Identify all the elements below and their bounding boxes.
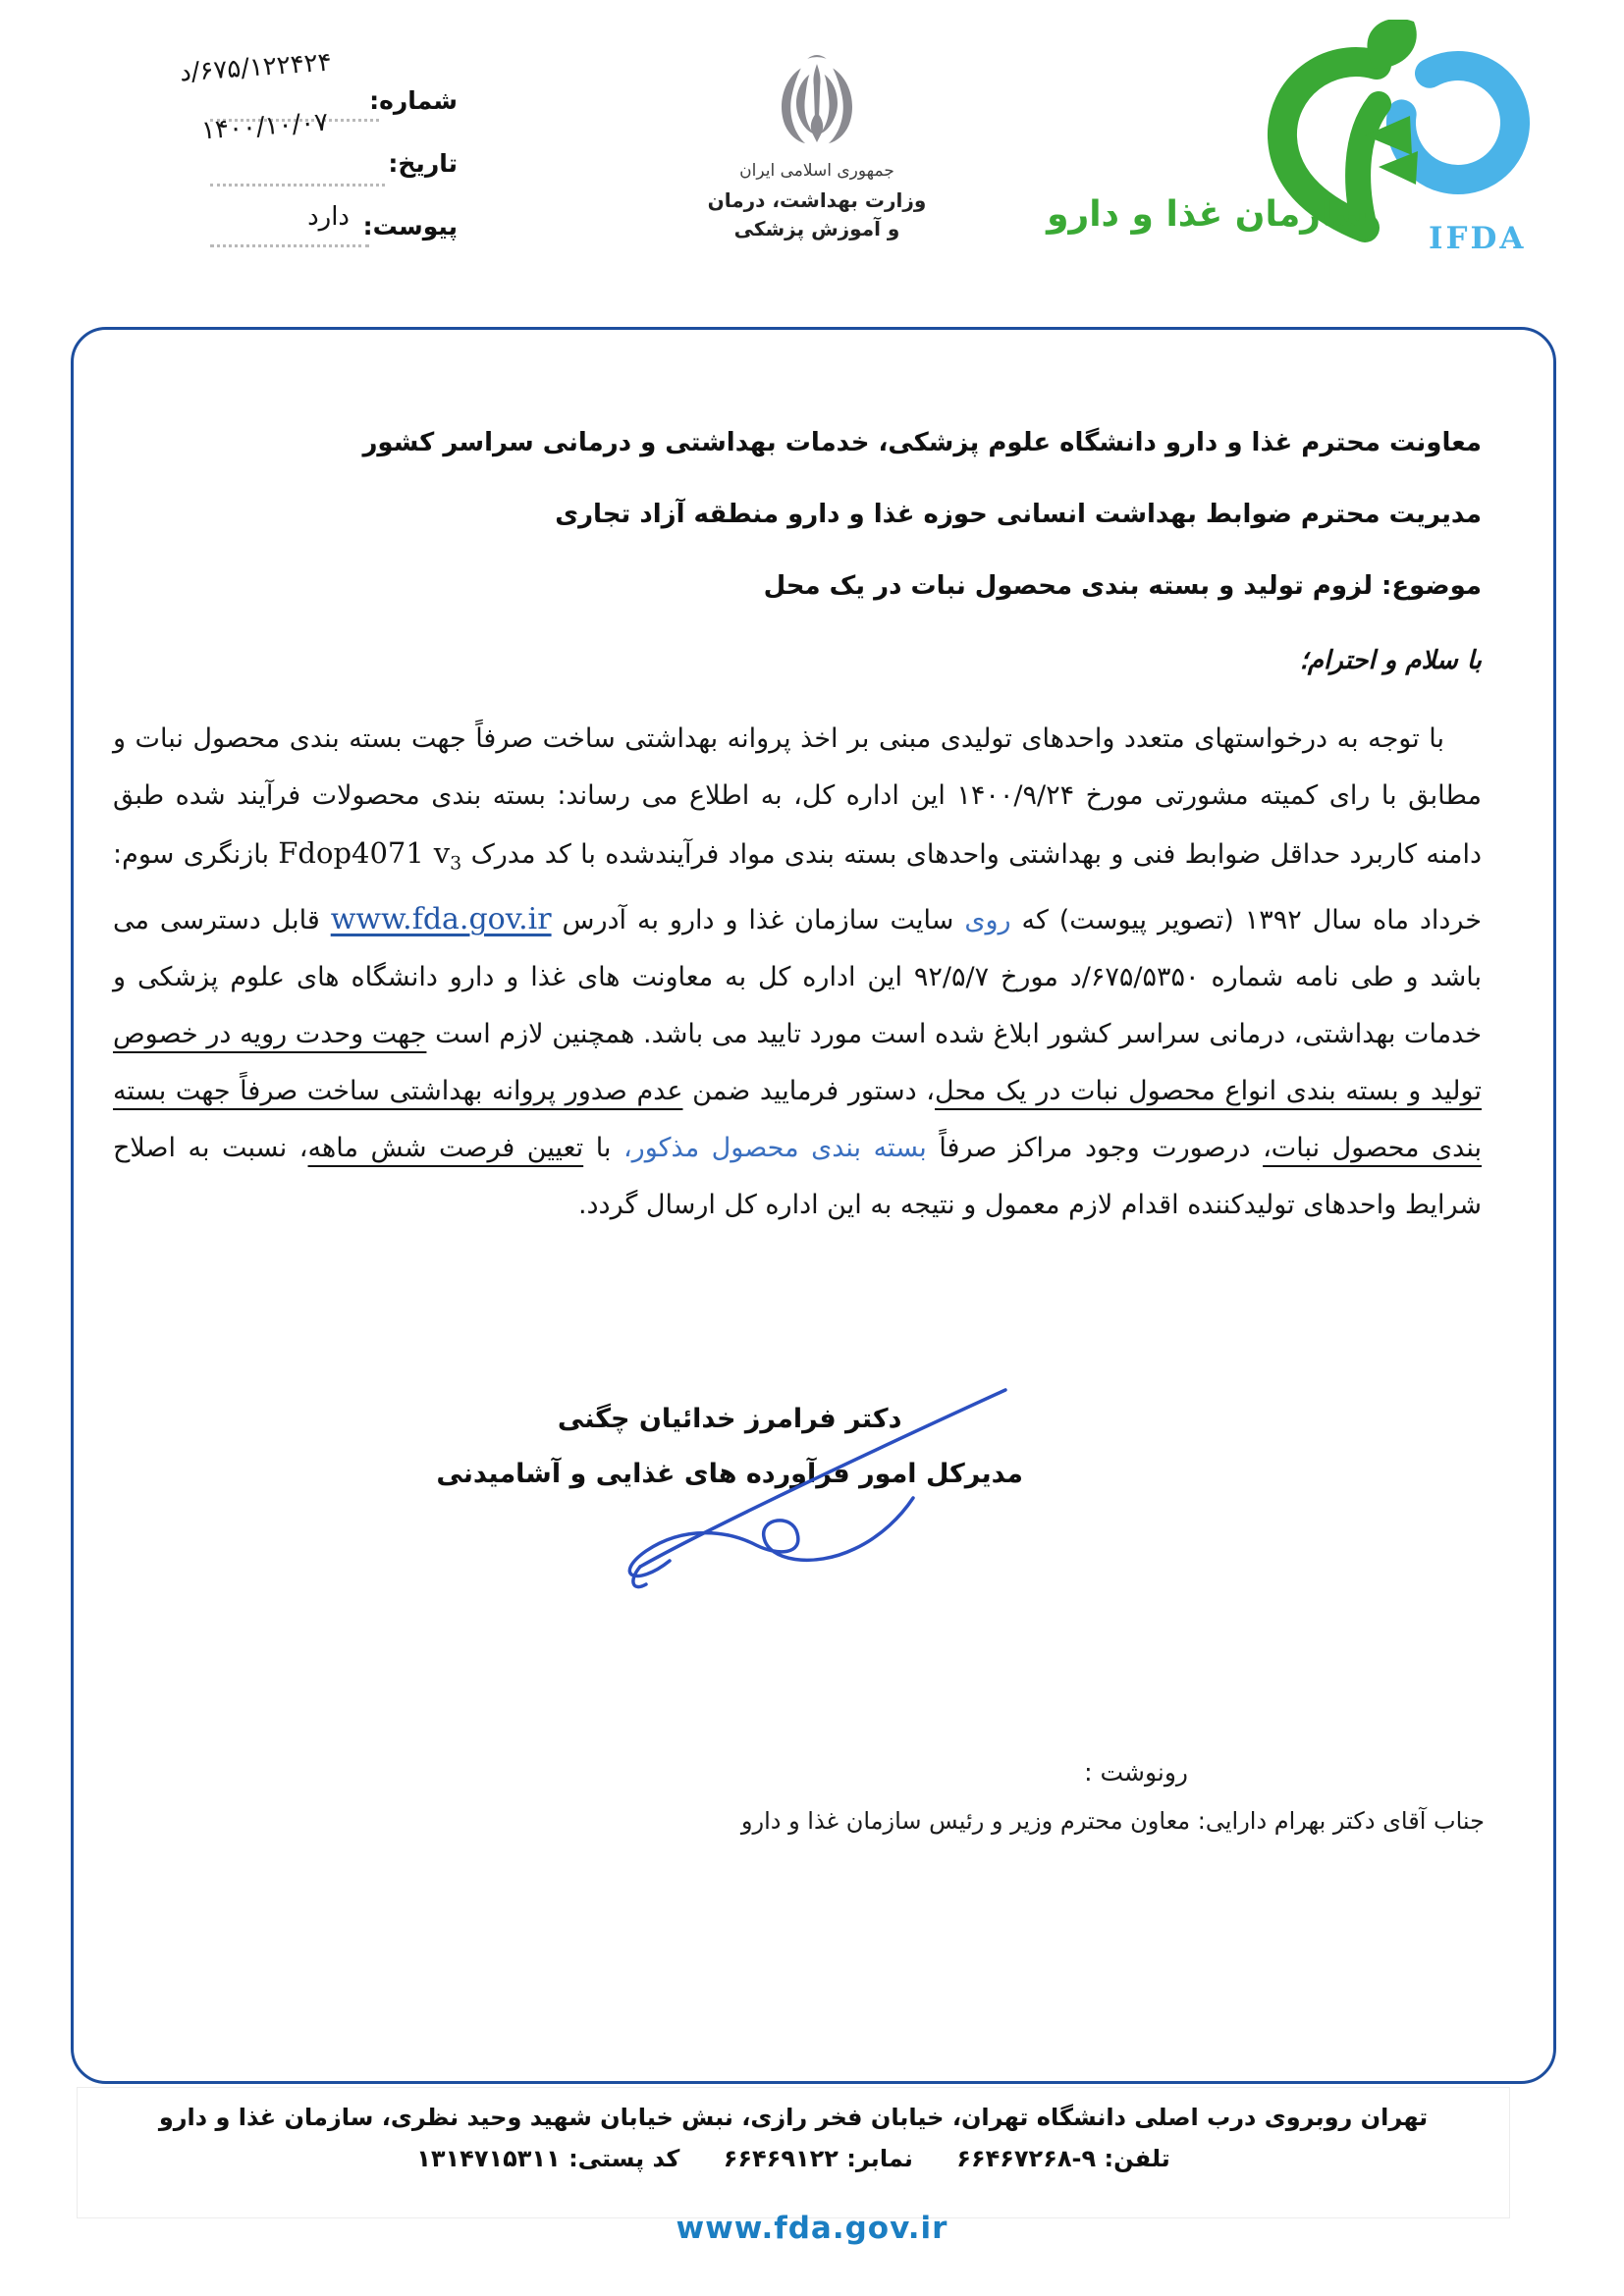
phone-label: تلفن: [1104,2145,1170,2172]
body-text: درصورت وجود مراکز صرفاً [926,1133,1264,1164]
recipient-line-2: مدیریت محترم ضوابط بهداشت انسانی حوزه غذا و دارو منطقه آزاد تجاری [555,500,1482,529]
attachment-label: پیوست: [362,212,458,240]
signature-block [436,1392,1023,1502]
attachment-value: دارد [307,202,350,232]
body-text: ، دستور فرمایید ضمن [682,1076,936,1107]
body-text-underlined: عدم صدور پروانه بهداشتی ساخت صرفاً جهت بسته بندی محصول نبات، [113,1076,1483,1164]
dotted-line [210,243,369,247]
letter-number-value: ۶۷۵/۱۲۲۴۲۴/د [179,47,333,88]
body-text-blue: روی [964,905,1011,936]
body-text: سایت سازمان غذا و دارو به آدرس [551,905,965,936]
fax-value: ۶۶۴۶۹۱۲۲ [723,2145,839,2172]
iran-emblem-icon [762,49,872,155]
document-code-sub: 3 [450,852,462,875]
body-text: با [583,1133,623,1164]
ifda-org-name: سازمان غذا و دارو [1047,194,1369,235]
fax-label: نمابر: [846,2145,913,2172]
fda-website-link[interactable]: www.fda.gov.ir [330,902,552,937]
ifda-acronym: IFDA [1429,221,1527,256]
header-meta-block [86,47,458,263]
letter-date-value: ۱۴۰۰/۱۰/۰۷ [199,107,329,146]
signatory-name: دکتر فرامرز خدائیان چگنی [557,1404,902,1434]
ministry-name-line1: وزارت بهداشت، درمان [707,188,927,212]
footer-address: تهران روبروی درب اصلی دانشگاه تهران، خیابان فخر رازی، نبش خیابان شهید وحید نظری، سازمان غذا و دارو [158,2104,1429,2131]
letter-date-label: تاریخ: [388,149,458,178]
body-text: بازنگری سوم: خرداد ماه سال ۱۳۹۲ (تصویر پیوست) که [113,839,1483,936]
phone-value: ۹-۶۶۴۶۷۲۶۸ [956,2145,1097,2172]
ifda-logo [1047,20,1581,275]
recipient-line-1: معاونت محترم غذا و دارو دانشگاه علوم پزشکی، خدمات بهداشتی و درمانی سراسر کشور [362,428,1482,457]
letter-body-paragraph [113,711,1482,1234]
footer-box [77,2087,1510,2218]
body-text: قابل دسترسی می باشد و طی نامه شماره ۶۷۵/۵۳۵۰/د مورخ ۹۲/۵/۷ این اداره کل به معاونت های غذا و دارو دانشگاه های علوم پزشکی و خدمات بهداشتی، درمانی سراسر کشور ابلاغ شده است مورد تایید می باشد. همچنین لازم است [113,905,1483,1050]
postal-label: کد پستی: [568,2145,680,2172]
body-text: با توجه به درخواستهای متعدد واحدهای تولیدی مبنی بر اخذ پروانه بهداشتی ساخت صرفاً جهت بسته بندی محصول نبات و مطابق با رای کمیته مشورتی مورخ ۱۴۰۰/۹/۲۴ این اداره کل، به اطلاع می رساند: بسته بندی محصولات فرآیند شده طبق دامنه کاربرد حداقل ضوابط فنی و بهداشتی واحدهای بسته بندی مواد فرآیندشده با کد مدرک [113,723,1482,870]
dotted-line [210,183,385,187]
body-text: ، نسبت به اصلاح شرایط واحدهای تولیدکننده اقدام لازم معمول و نتیجه به این اداره کل ارسال گردد. [113,1133,1482,1221]
footer-contacts [78,2145,1509,2172]
letter-body-box [71,327,1556,2084]
signatory-title: مدیرکل امور فرآورده های غذایی و آشامیدنی [436,1459,1023,1489]
ministry-block [640,49,994,243]
cc-label: رونوشت : [1084,1758,1188,1787]
subject-line: موضوع: لزوم تولید و بسته بندی محصول نبات در یک محل [763,571,1482,601]
letter-number-label: شماره: [369,86,458,115]
salutation: با سلام و احترام؛ [1299,646,1482,675]
cc-line: جناب آقای دکتر بهرام دارایی: معاون محترم وزیر و رئیس سازمان غذا و دارو [740,1807,1485,1835]
footer-website-link[interactable]: www.fda.gov.ir [676,2211,948,2246]
ministry-name-line2: و آموزش پزشکی [733,217,900,240]
country-name: جمهوری اسلامی ایران [739,161,894,181]
body-text-underlined: جهت وحدت رویه در خصوص تولید و بسته بندی انواع محصول نبات در یک محل [113,1019,1482,1107]
body-text-underlined: تعیین فرصت شش ماهه [307,1133,584,1164]
document-code: Fdop4071 v [278,836,451,870]
body-text-blue: بسته بندی محصول مذکور، [623,1133,927,1164]
postal-value: ۱۳۱۴۷۱۵۳۱۱ [416,2145,561,2172]
